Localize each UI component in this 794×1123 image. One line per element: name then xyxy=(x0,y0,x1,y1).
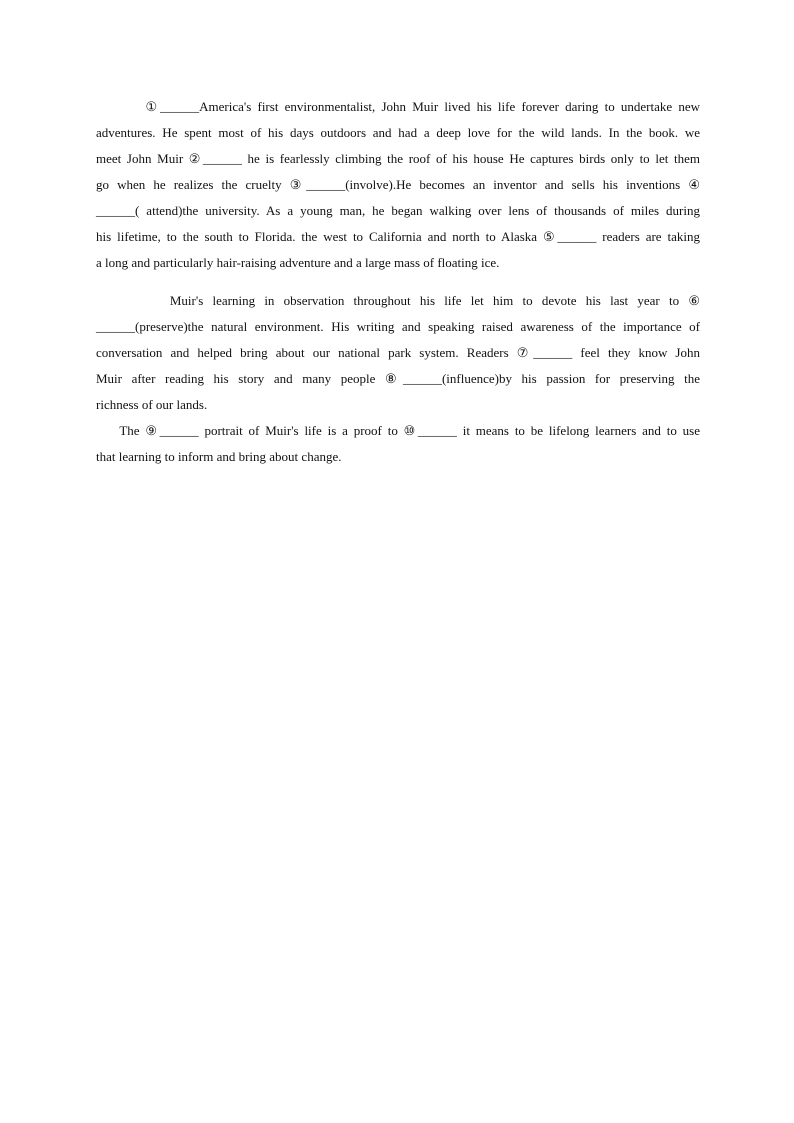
paragraph-1 xyxy=(96,94,700,276)
text-line: his lifetime, to the south to Florida. the west to California and north to Alaska ⑤______ readers are taking xyxy=(96,229,700,244)
text-line: that learning to inform and bring about change. xyxy=(96,449,342,464)
text-line: a long and particularly hair-raising adventure and a large mass of floating ice. xyxy=(96,255,500,270)
text-line: richness of our lands. xyxy=(96,397,208,412)
document-body xyxy=(96,94,700,470)
text-line: adventures. He spent most of his days outdoors and had a deep love for the wild lands. In the book. we xyxy=(96,125,700,140)
paragraph-spacer xyxy=(96,276,700,288)
text-line: ______( attend)the university. As a young man, he began walking over lens of thousands of miles during xyxy=(96,203,700,218)
text-line: ①______America's first environmentalist, John Muir lived his life forever daring to undertake new xyxy=(96,99,700,114)
text-line: go when he realizes the cruelty ③______(involve).He becomes an inventor and sells his inventions ④ xyxy=(96,177,700,192)
text-line: Muir after reading his story and many people ⑧______(influence)by his passion for preserving the xyxy=(96,371,700,386)
text-line: conversation and helped bring about our national park system. Readers ⑦______ feel they know John xyxy=(96,345,700,360)
paragraph-2 xyxy=(96,288,700,470)
text-line: The ⑨______ portrait of Muir's life is a proof to ⑩______ it means to be lifelong learners and to use xyxy=(96,423,700,438)
text-line: Muir's learning in observation throughout his life let him to devote his last year to ⑥ xyxy=(96,293,700,308)
text-line: meet John Muir ②______ he is fearlessly climbing the roof of his house He captures birds only to let them xyxy=(96,151,700,166)
text-line: ______(preserve)the natural environment. His writing and speaking raised awareness of the importance of xyxy=(96,319,700,334)
